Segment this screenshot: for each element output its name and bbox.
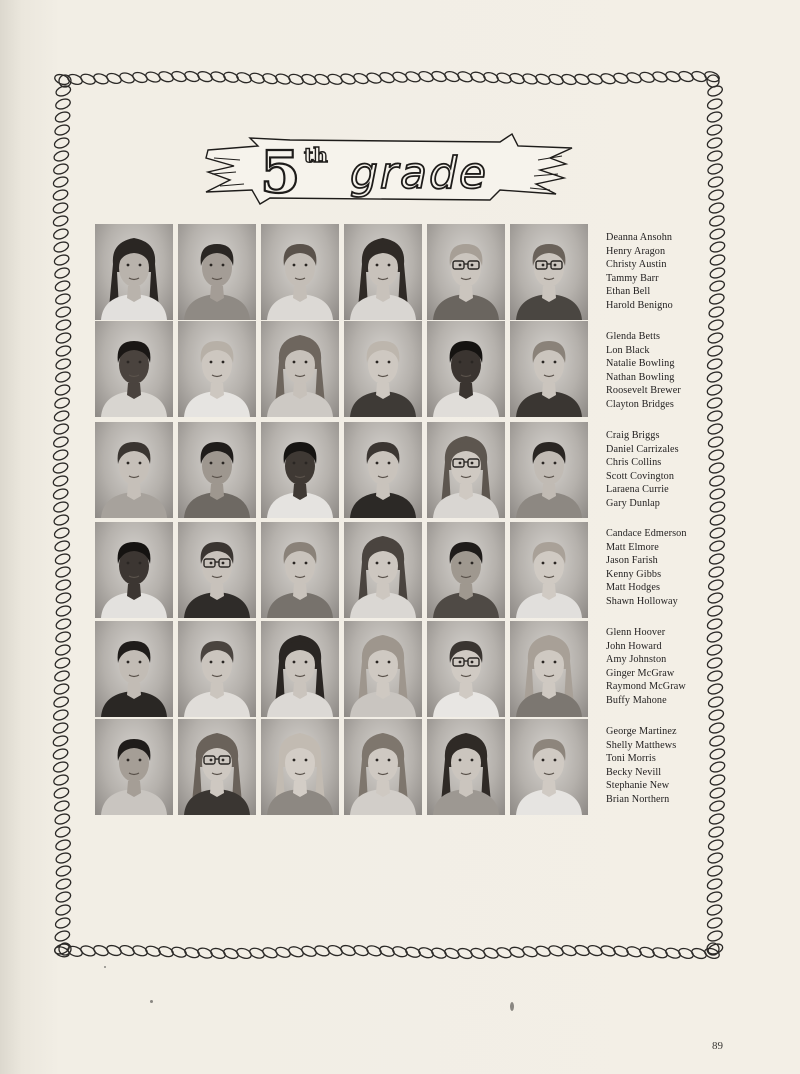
student-portrait <box>427 422 505 518</box>
student-portrait <box>261 719 339 815</box>
rope-loop <box>54 383 71 397</box>
rope-loop <box>54 279 71 293</box>
portrait-row <box>95 621 593 717</box>
rope-loop <box>53 253 70 267</box>
rope-loop <box>53 240 70 254</box>
rope-loop <box>706 97 723 111</box>
rope-loop <box>54 292 71 306</box>
student-portrait <box>95 321 173 417</box>
rope-loop <box>707 188 724 202</box>
student-portrait <box>261 321 339 417</box>
rope-loop <box>55 877 72 891</box>
rope-loop <box>54 643 71 657</box>
rope-loop <box>54 916 71 930</box>
student-portrait <box>178 422 256 518</box>
rope-loop <box>52 721 69 735</box>
student-name: Craig Briggs <box>606 430 660 441</box>
rope-loop <box>53 513 70 527</box>
rope-loop <box>55 864 72 878</box>
rope-loop <box>53 695 70 709</box>
rope-loop <box>706 890 723 904</box>
rope-loop <box>52 500 69 514</box>
student-portrait <box>95 522 173 618</box>
rope-loop <box>54 838 71 852</box>
student-name: Nathan Bowling <box>606 371 675 383</box>
student-portrait <box>95 719 173 815</box>
page-number: 89 <box>712 1040 723 1052</box>
student-name: Buffy Mahone <box>606 694 667 706</box>
rope-loop <box>52 162 69 176</box>
rope-loop <box>52 461 69 475</box>
student-portrait <box>510 719 588 815</box>
student-name: John Howard <box>606 640 662 652</box>
student-name: Amy Johnston <box>606 654 667 666</box>
title-ordinal-suffix: th <box>304 143 328 167</box>
rope-loop <box>52 760 69 774</box>
student-name: Deanna Ansohn <box>606 232 673 243</box>
rope-loop <box>55 357 72 371</box>
rope-loop <box>54 110 71 124</box>
rope-loop <box>54 656 71 670</box>
rope-loop <box>54 552 71 566</box>
student-name: Glenda Betts <box>606 331 661 342</box>
student-name: Laraena Currie <box>606 484 669 496</box>
student-name: Tammy Barr <box>606 272 659 284</box>
rope-loop <box>53 409 70 423</box>
student-name: Christy Austin <box>606 259 667 271</box>
student-portrait <box>510 621 588 717</box>
student-portrait <box>95 224 173 320</box>
rope-loop <box>52 227 69 241</box>
paper-speck <box>104 966 106 968</box>
rope-loop <box>55 903 72 917</box>
rope-loop <box>53 786 70 800</box>
student-name: Raymond McGraw <box>606 681 686 693</box>
student-portrait <box>427 621 505 717</box>
student-name: Shelly Matthews <box>606 739 677 751</box>
student-portrait <box>427 224 505 320</box>
rope-loop <box>55 630 72 644</box>
rope-loop <box>706 149 723 163</box>
student-portrait <box>261 224 339 320</box>
student-portrait <box>344 719 422 815</box>
rope-loop <box>55 617 72 631</box>
student-portrait <box>261 522 339 618</box>
student-name: George Martinez <box>606 726 677 737</box>
student-name: Gary Dunlap <box>606 497 661 509</box>
rope-loop <box>708 825 725 839</box>
rope-loop <box>706 916 723 930</box>
rope-loop <box>53 396 70 410</box>
student-name: Glenn Hoover <box>606 627 666 638</box>
student-name: Brian Northern <box>606 793 670 805</box>
rope-loop <box>55 604 72 618</box>
rope-loop <box>54 565 71 579</box>
rope-loop <box>52 474 69 488</box>
rope-loop <box>706 123 723 137</box>
student-portrait <box>427 321 505 417</box>
student-name: Henry Aragon <box>606 245 666 257</box>
rope-loop <box>54 266 71 280</box>
student-name: Harold Benigno <box>606 299 673 311</box>
paper-speck <box>510 1002 514 1011</box>
portrait-row <box>95 522 593 618</box>
student-name: Ginger McGraw <box>606 667 675 679</box>
student-portrait <box>178 224 256 320</box>
rope-loop <box>54 539 71 553</box>
rope-loop <box>706 864 723 878</box>
rope-loop <box>708 201 725 215</box>
student-name: Clayton Bridges <box>606 398 674 410</box>
title-ordinal-number: 5 <box>260 138 301 206</box>
rope-loop <box>53 422 70 436</box>
name-list <box>606 725 796 821</box>
rope-loop <box>54 929 71 943</box>
rope-loop <box>707 851 724 865</box>
portrait-row <box>95 422 593 518</box>
rope-loop <box>52 175 69 189</box>
rope-loop <box>706 110 723 124</box>
rope-loop <box>52 734 69 748</box>
rope-loop <box>55 578 72 592</box>
rope-loop <box>53 682 70 696</box>
student-name: Jason Farish <box>606 555 658 567</box>
portrait-row <box>95 321 593 417</box>
student-portrait <box>178 621 256 717</box>
student-portrait <box>510 321 588 417</box>
student-name: Chris Collins <box>606 457 662 469</box>
title-banner <box>200 128 580 208</box>
rope-loop <box>55 851 72 865</box>
rope-loop <box>54 825 71 839</box>
rope-loop <box>55 305 72 319</box>
name-list <box>606 626 796 722</box>
student-name: Scott Covington <box>606 470 675 482</box>
student-name: Becky Nevill <box>606 766 662 778</box>
rope-loop <box>706 877 723 891</box>
name-list <box>606 231 796 327</box>
student-name: Matt Hodges <box>606 582 661 594</box>
name-list <box>606 429 796 525</box>
name-list <box>606 330 796 426</box>
rope-loop <box>52 214 69 228</box>
rope-loop <box>54 370 71 384</box>
rope-loop <box>53 136 70 150</box>
student-portrait <box>344 422 422 518</box>
rope-loop <box>55 331 72 345</box>
student-portrait <box>178 321 256 417</box>
rope-loop <box>52 201 69 215</box>
rope-loop <box>55 591 72 605</box>
student-name: Matt Elmore <box>606 541 659 553</box>
rope-loop <box>52 435 69 449</box>
student-name: Candace Edmerson <box>606 528 687 539</box>
rope-loop <box>53 669 70 683</box>
student-portrait <box>95 422 173 518</box>
rope-loop <box>52 747 69 761</box>
student-name: Kenny Gibbs <box>606 568 662 580</box>
student-portrait <box>261 621 339 717</box>
portrait-row <box>95 224 593 320</box>
rope-loop <box>54 123 71 137</box>
title-word: grade <box>350 148 488 199</box>
rope-loop <box>707 838 724 852</box>
rope-loop <box>52 188 69 202</box>
student-portrait <box>178 719 256 815</box>
rope-loop <box>54 812 71 826</box>
rope-loop <box>55 890 72 904</box>
student-name: Toni Morris <box>606 753 656 765</box>
rope-loop <box>708 214 725 228</box>
rope-loop <box>707 175 724 189</box>
rope-loop <box>53 149 70 163</box>
rope-loop <box>53 799 70 813</box>
rope-loop <box>54 97 71 111</box>
name-list <box>606 527 796 623</box>
student-name: Stephanie New <box>606 780 670 792</box>
rope-loop <box>52 487 69 501</box>
rope-loop <box>53 526 70 540</box>
rope-loop <box>52 708 69 722</box>
student-name: Shawn Holloway <box>606 595 678 607</box>
student-name: Natalie Bowling <box>606 358 675 370</box>
student-portrait <box>427 522 505 618</box>
student-portrait <box>178 522 256 618</box>
student-portrait <box>427 719 505 815</box>
rope-loop <box>706 929 723 943</box>
rope-loop <box>55 318 72 332</box>
rope-loop <box>706 136 723 150</box>
rope-loop <box>55 344 72 358</box>
student-name: Roosevelt Brewer <box>606 385 681 397</box>
rope-loop <box>707 162 724 176</box>
student-portrait <box>344 522 422 618</box>
student-name: Ethan Bell <box>606 286 651 298</box>
student-portrait <box>510 224 588 320</box>
student-portrait <box>95 621 173 717</box>
student-portrait <box>344 621 422 717</box>
student-portrait <box>344 224 422 320</box>
student-portrait <box>261 422 339 518</box>
rope-loop <box>52 773 69 787</box>
rope-loop <box>52 448 69 462</box>
student-name: Lon Black <box>606 344 650 356</box>
portrait-row <box>95 719 593 815</box>
paper-speck <box>150 1000 153 1003</box>
student-portrait <box>344 321 422 417</box>
student-portrait <box>510 522 588 618</box>
student-portrait <box>510 422 588 518</box>
student-name: Daniel Carrizales <box>606 443 679 455</box>
rope-loop <box>706 903 723 917</box>
